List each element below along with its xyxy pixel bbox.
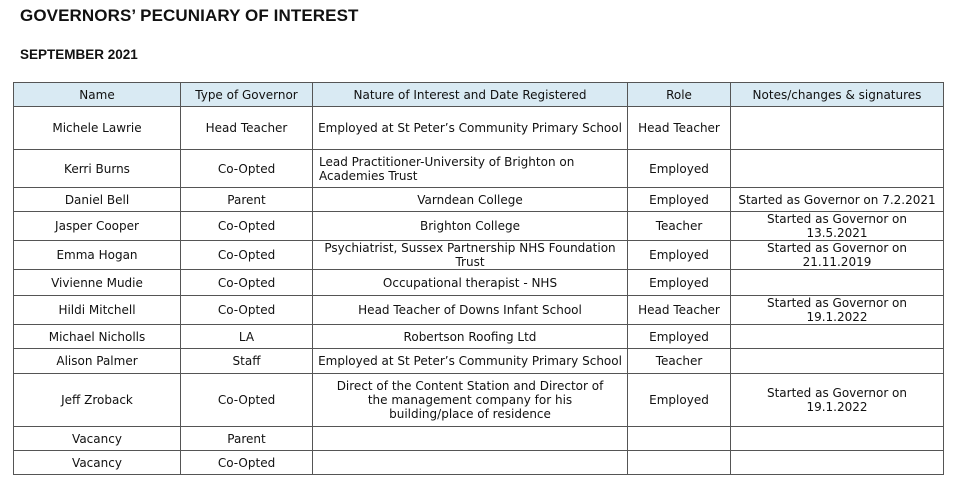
cell-interest: Employed at St Peter’s Community Primary School [313,349,628,374]
cell-interest: Robertson Roofing Ltd [313,325,628,349]
cell-type: Co-Opted [181,212,313,241]
cell-name: Vivienne Mudie [14,270,181,296]
cell-type: Co-Opted [181,270,313,296]
cell-role: Employed [628,241,731,270]
table-row [14,296,944,325]
cell-interest: Lead Practitioner-University of Brighton on Academies Trust [313,150,628,188]
table-header-row [14,83,944,107]
cell-interest: Varndean College [313,188,628,212]
header-type-of-governor: Type of Governor [181,83,313,107]
cell-role [628,451,731,475]
cell-type: Parent [181,427,313,451]
cell-name: Kerri Burns [14,150,181,188]
cell-notes [731,150,944,188]
cell-type: Co-Opted [181,374,313,427]
cell-type: Parent [181,188,313,212]
cell-notes [731,270,944,296]
cell-name: Jasper Cooper [14,212,181,241]
cell-notes: Started as Governor on 21.11.2019 [731,241,944,270]
cell-notes: Started as Governor on 7.2.2021 [731,188,944,212]
header-nature-of-interest: Nature of Interest and Date Registered [313,83,628,107]
cell-role: Employed [628,374,731,427]
cell-interest: Head Teacher of Downs Infant School [313,296,628,325]
document-title: GOVERNORS’ PECUNIARY OF INTEREST [20,6,359,25]
cell-role: Head Teacher [628,107,731,150]
cell-name: Hildi Mitchell [14,296,181,325]
cell-type: Co-Opted [181,150,313,188]
header-name: Name [14,83,181,107]
table-row [14,241,944,270]
cell-interest: Brighton College [313,212,628,241]
cell-name: Alison Palmer [14,349,181,374]
table-row [14,325,944,349]
cell-interest: Direct of the Content Station and Director of the management company for his building/place of residence [313,374,628,427]
cell-role: Employed [628,150,731,188]
table-row [14,212,944,241]
cell-name: Vacancy [14,427,181,451]
table-row [14,150,944,188]
cell-name: Michele Lawrie [14,107,181,150]
cell-name: Jeff Zroback [14,374,181,427]
cell-role: Employed [628,270,731,296]
cell-name: Vacancy [14,451,181,475]
cell-notes: Started as Governor on 19.1.2022 [731,296,944,325]
cell-notes: Started as Governor on 19.1.2022 [731,374,944,427]
table-row [14,374,944,427]
cell-notes [731,427,944,451]
cell-notes [731,451,944,475]
cell-type: Head Teacher [181,107,313,150]
cell-name: Michael Nicholls [14,325,181,349]
cell-interest: Employed at St Peter’s Community Primary School [313,107,628,150]
cell-role: Teacher [628,212,731,241]
cell-interest: Psychiatrist, Sussex Partnership NHS Foundation Trust [313,241,628,270]
cell-notes [731,349,944,374]
cell-name: Daniel Bell [14,188,181,212]
cell-role: Head Teacher [628,296,731,325]
cell-type: Co-Opted [181,241,313,270]
cell-interest: Occupational therapist - NHS [313,270,628,296]
document-subtitle: SEPTEMBER 2021 [20,47,138,62]
table-row [14,427,944,451]
cell-name: Emma Hogan [14,241,181,270]
cell-role: Employed [628,325,731,349]
cell-notes: Started as Governor on 13.5.2021 [731,212,944,241]
cell-type: LA [181,325,313,349]
cell-role [628,427,731,451]
cell-interest [313,451,628,475]
cell-type: Co-Opted [181,451,313,475]
cell-notes [731,325,944,349]
table-row [14,188,944,212]
cell-notes [731,107,944,150]
header-notes: Notes/changes & signatures [731,83,944,107]
table-row [14,270,944,296]
cell-type: Staff [181,349,313,374]
cell-role: Teacher [628,349,731,374]
table-row [14,107,944,150]
governors-interest-table [13,82,944,475]
header-role: Role [628,83,731,107]
cell-role: Employed [628,188,731,212]
table-row [14,349,944,374]
table-row [14,451,944,475]
cell-interest [313,427,628,451]
cell-type: Co-Opted [181,296,313,325]
